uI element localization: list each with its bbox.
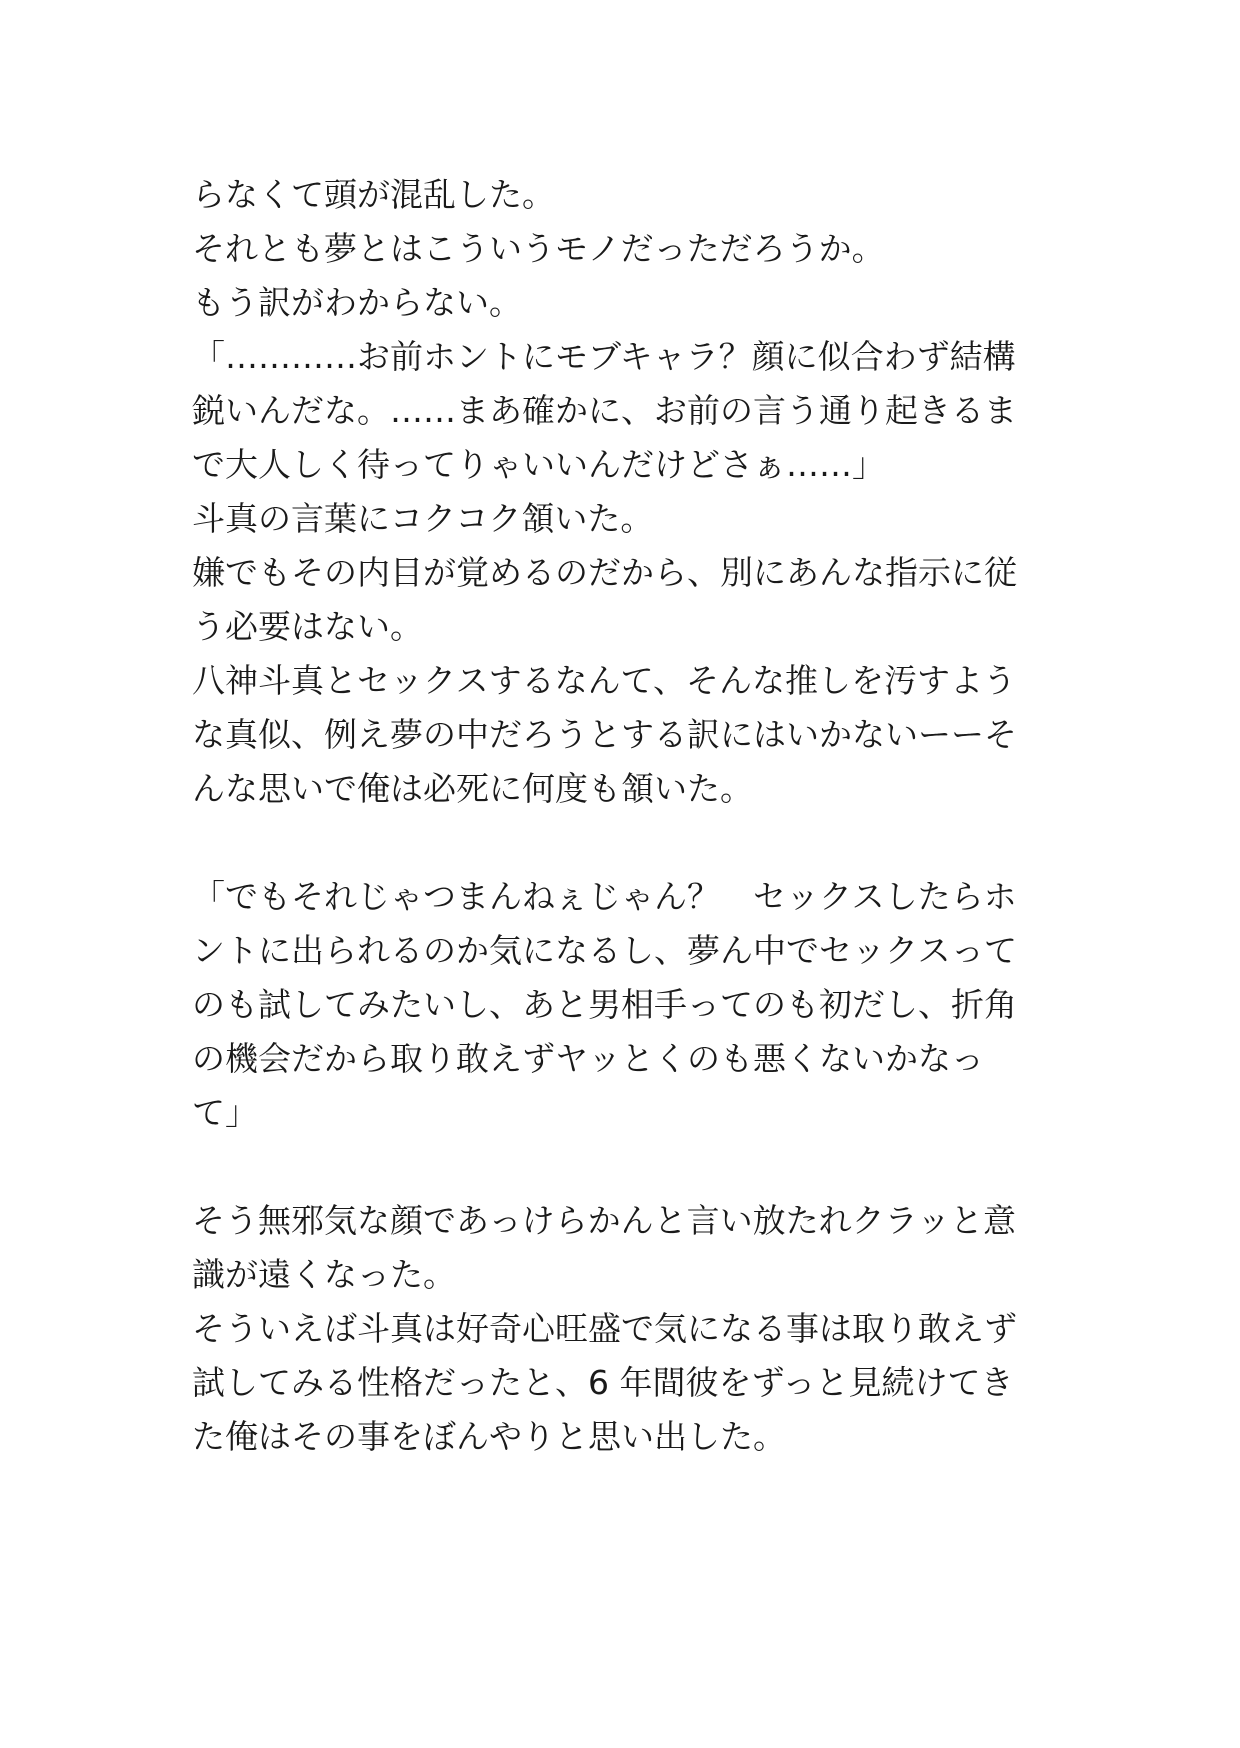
text-line: 斗真の言葉にコクコク頷いた。 bbox=[192, 499, 654, 538]
text-line: そう無邪気な顔であっけらかんと言い放たれクラッと意 bbox=[192, 1201, 1017, 1240]
text-line: もう訳がわからない。 bbox=[192, 283, 522, 322]
text-line: それとも夢とはこういうモノだっただろうか。 bbox=[192, 229, 885, 268]
text-line: で大人しく待ってりゃいいんだけどさぁ……」 bbox=[192, 445, 885, 484]
text-line: 試してみる性格だったと、6 年間彼をずっと見続けてき bbox=[192, 1363, 1014, 1402]
body-text bbox=[192, 168, 1072, 1464]
text-line: て」 bbox=[192, 1093, 258, 1132]
text-line: 八神斗真とセックスするなんて、そんな推しを汚すよう bbox=[192, 661, 1017, 700]
text-line: の機会だから取り敢えずヤッとくのも悪くないかなっ bbox=[192, 1039, 984, 1078]
text-line: のも試してみたいし、あと男相手ってのも初だし、折角 bbox=[192, 985, 1017, 1024]
blank-line bbox=[192, 816, 1072, 870]
blank-line bbox=[192, 1140, 1072, 1194]
text-line: 「でもそれじゃつまんねぇじゃん？ セックスしたらホ bbox=[192, 877, 1017, 916]
text-line: んな思いで俺は必死に何度も頷いた。 bbox=[192, 769, 753, 808]
text-line: た俺はその事をぼんやりと思い出した。 bbox=[192, 1417, 786, 1456]
text-line: ントに出られるのか気になるし、夢ん中でセックスって bbox=[192, 931, 1017, 970]
text-line: 嫌でもその内目が覚めるのだから、別にあんな指示に従 bbox=[192, 553, 1017, 592]
text-line: 鋭いんだな。……まあ確かに、お前の言う通り起きるま bbox=[192, 391, 1017, 430]
text-line: らなくて頭が混乱した。 bbox=[192, 175, 555, 214]
text-line: な真似、例え夢の中だろうとする訳にはいかないーーそ bbox=[192, 715, 1017, 754]
text-line: 「…………お前ホントにモブキャラ？顔に似合わず結構 bbox=[192, 337, 1016, 376]
text-line: う必要はない。 bbox=[192, 607, 423, 646]
text-line: 識が遠くなった。 bbox=[192, 1255, 456, 1294]
text-line: そういえば斗真は好奇心旺盛で気になる事は取り敢えず bbox=[192, 1309, 1017, 1348]
